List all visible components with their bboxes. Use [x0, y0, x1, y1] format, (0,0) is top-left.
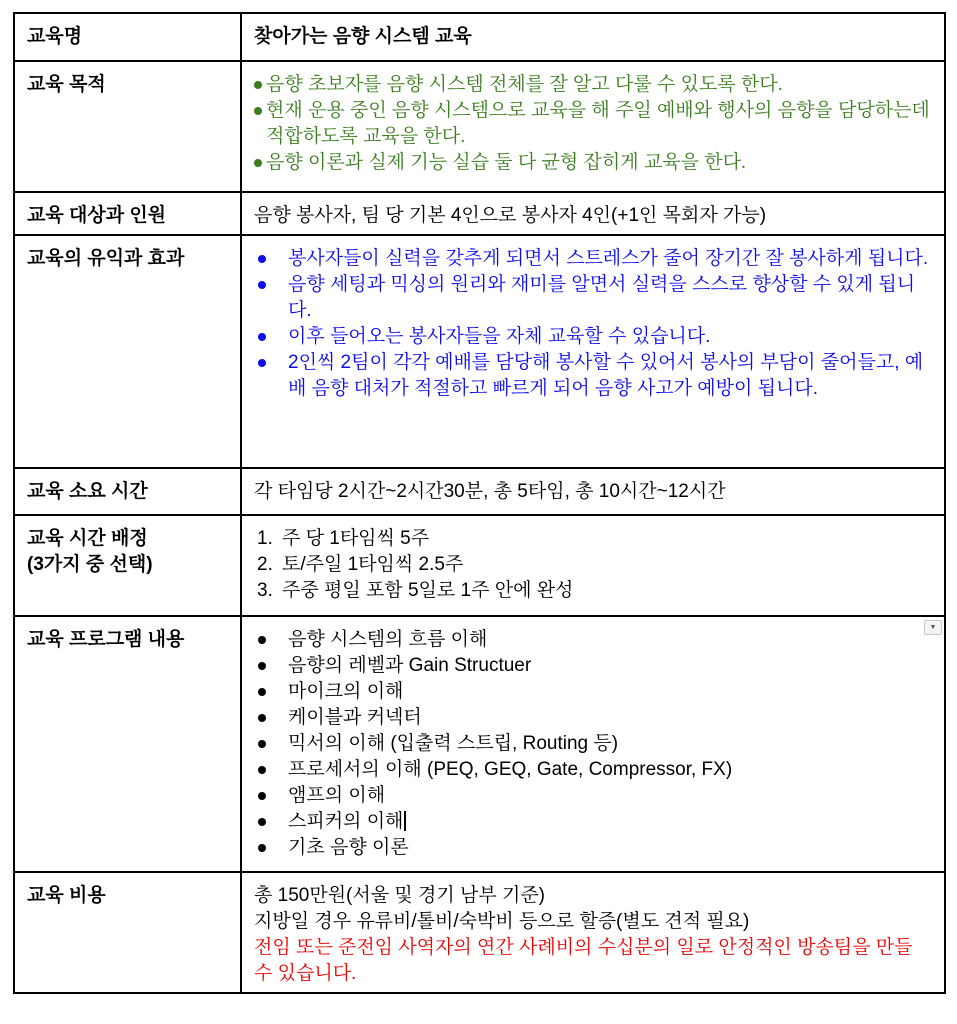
education-name-value: 찾아가는 음향 시스템 교육	[241, 13, 945, 61]
education-info-table	[13, 12, 946, 994]
list-item: 케이블과 커넥터	[254, 705, 934, 731]
table-row-duration	[14, 468, 945, 515]
row-label-education-name: 교육명	[14, 13, 241, 61]
program-list	[254, 627, 934, 861]
table-row-schedule	[14, 515, 945, 616]
table-row-program	[14, 616, 945, 872]
purpose-list	[254, 72, 934, 176]
list-item: 이후 들어오는 봉사자들을 자체 교육할 수 있습니다.	[254, 324, 934, 350]
duration-value: 각 타임당 2시간~2시간30분, 총 5타임, 총 10시간~12시간	[241, 468, 945, 515]
cost-line: 총 150만원(서울 및 경기 남부 기준)	[254, 885, 545, 906]
row-label-cost: 교육 비용	[14, 872, 241, 993]
list-item: 음향 시스템의 흐름 이해	[254, 627, 934, 653]
row-label-schedule	[14, 515, 241, 616]
table-row-cost	[14, 872, 945, 993]
list-item: 앰프의 이해	[254, 783, 934, 809]
program-cell	[241, 616, 945, 872]
row-label-benefits: 교육의 유익과 효과	[14, 235, 241, 468]
text-cursor	[404, 811, 406, 831]
list-item: 2인씩 2팀이 각각 예배를 담당해 봉사할 수 있어서 봉사의 부담이 줄어들고, 예배 음향 대처가 적절하고 빠르게 되어 음향 사고가 예방이 됩니다.	[254, 350, 934, 402]
table-row-benefits	[14, 235, 945, 468]
benefits-cell	[241, 235, 945, 468]
list-item: 음향 초보자를 음향 시스템 전체를 잘 알고 다룰 수 있도록 한다.	[254, 72, 934, 98]
list-item: 주 당 1타임씩 5주	[282, 528, 430, 549]
list-item: 믹서의 이해 (입출력 스트립, Routing 등)	[254, 731, 934, 757]
cost-cell	[241, 872, 945, 993]
list-item: 음향 이론과 실제 기능 실습 둘 다 균형 잡히게 교육을 한다.	[254, 150, 934, 176]
row-label-target: 교육 대상과 인원	[14, 192, 241, 235]
list-item: 봉사자들이 실력을 갖추게 되면서 스트레스가 줄어 장기간 잘 봉사하게 됩니다.	[254, 246, 934, 272]
list-item: 음향 세팅과 믹싱의 원리와 재미를 알면서 실력을 스스로 향상할 수 있게 됩니다.	[254, 272, 934, 324]
list-item	[254, 809, 934, 835]
row-label-duration: 교육 소요 시간	[14, 468, 241, 515]
purpose-cell	[241, 61, 945, 192]
table-row-target	[14, 192, 945, 235]
row-label-schedule-line1: 교육 시간 배정	[27, 528, 148, 549]
list-item: 현재 운용 중인 음향 시스템으로 교육을 해 주일 예배와 행사의 음향을 담당하는데 적합하도록 교육을 한다.	[254, 98, 934, 150]
list-item-text: 스피커의 이해	[288, 811, 404, 832]
cost-line: 지방일 경우 유류비/톨비/숙박비 등으로 할증(별도 견적 필요)	[254, 911, 750, 932]
chevron-down-icon: ▼	[929, 624, 937, 631]
list-item: 음향의 레벨과 Gain Structuer	[254, 653, 934, 679]
row-label-program: 교육 프로그램 내용	[14, 616, 241, 872]
table-row-education-name	[14, 13, 945, 61]
row-label-purpose: 교육 목적	[14, 61, 241, 192]
list-item: 기초 음향 이론	[254, 835, 934, 861]
benefits-list	[254, 246, 934, 402]
target-value: 음향 봉사자, 팀 당 기본 4인으로 봉사자 4인(+1인 목회자 가능)	[241, 192, 945, 235]
list-item: 주중 평일 포함 5일로 1주 안에 완성	[282, 580, 574, 601]
schedule-cell	[241, 515, 945, 616]
table-row-purpose	[14, 61, 945, 192]
cost-note: 전임 또는 준전임 사역자의 연간 사례비의 수십분의 일로 안정적인 방송팀을 만들 수 있습니다.	[254, 937, 913, 984]
row-label-schedule-line2: (3가지 중 선택)	[27, 554, 153, 575]
list-item: 토/주일 1타임씩 2.5주	[282, 554, 464, 575]
list-item: 마이크의 이해	[254, 679, 934, 705]
list-item: 프로세서의 이해 (PEQ, GEQ, Gate, Compressor, FX)	[254, 757, 934, 783]
schedule-options-list	[254, 526, 934, 604]
